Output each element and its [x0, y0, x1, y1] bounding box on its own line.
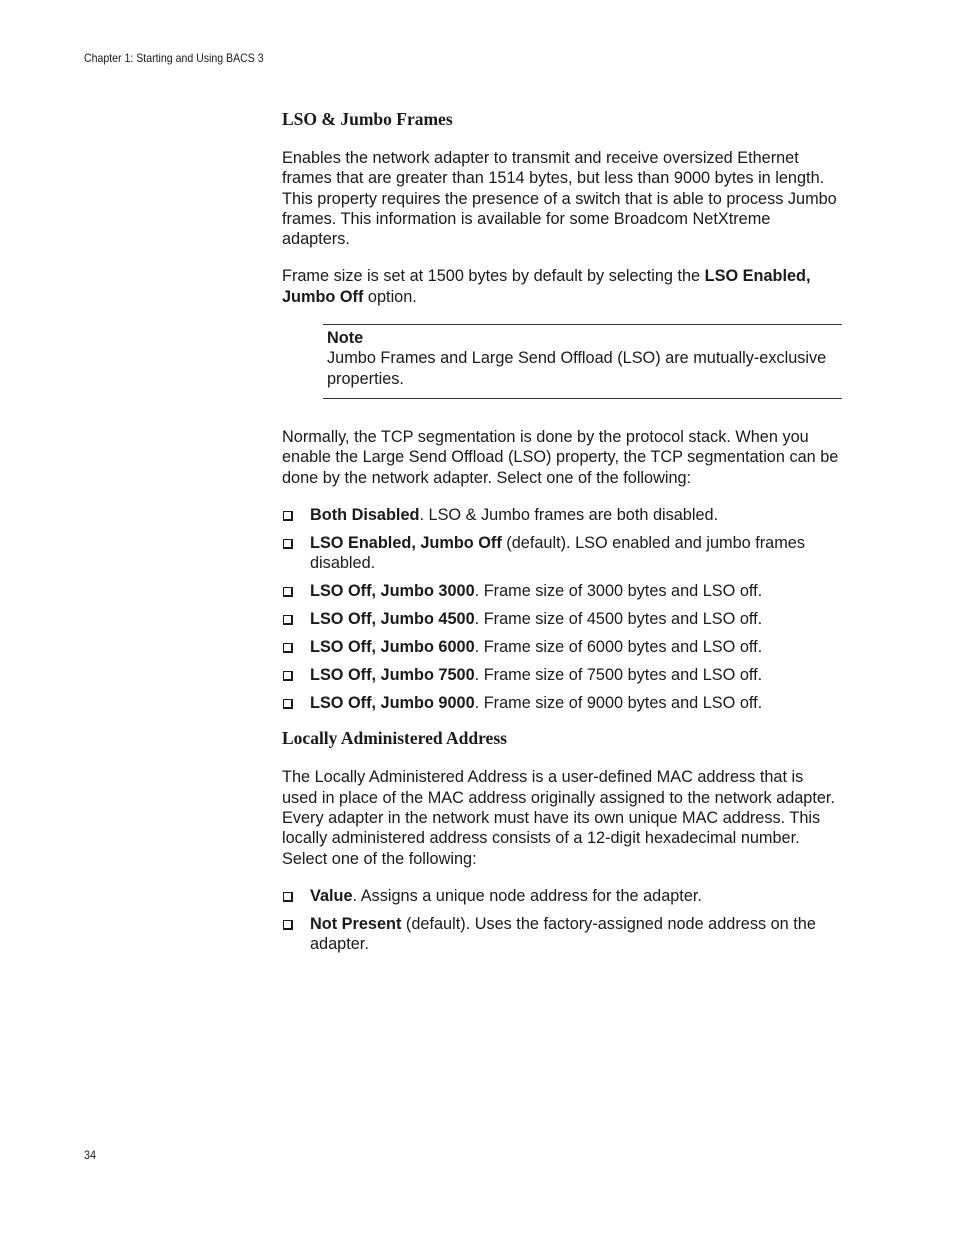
note-text: Jumbo Frames and Large Send Offload (LSO) are mutually-exclusive properties. [327, 349, 827, 388]
lso-default-text-after: option. [363, 287, 417, 306]
option-description: . LSO & Jumbo frames are both disabled. [419, 505, 719, 524]
page-content [282, 108, 842, 968]
option-name: LSO Off, Jumbo 9000 [310, 694, 475, 713]
lso-default-frame-size [282, 266, 842, 307]
running-header: Chapter 1: Starting and Using BACS 3 [84, 51, 264, 65]
option-name: LSO Off, Jumbo 6000 [310, 638, 475, 657]
box-bullet-icon [283, 511, 293, 521]
section-heading-lso: LSO & Jumbo Frames [282, 109, 453, 129]
section-heading-laa: Locally Administered Address [282, 728, 507, 749]
option-name: Both Disabled [310, 505, 420, 524]
laa-description: The Locally Administered Address is a user-defined MAC address that is used in place of the MAC address originally assigned to the network adapter. Every adapter in the network must have its own unique MAC address. This locally administered address consists of a 12-digit hexadecimal number. Select one of the following: [282, 768, 835, 868]
page-number: 34 [84, 1148, 97, 1162]
option-name: LSO Off, Jumbo 3000 [310, 582, 475, 601]
option-description: . Frame size of 9000 bytes and LSO off. [474, 694, 763, 713]
list-item [282, 914, 842, 955]
option-description: . Frame size of 7500 bytes and LSO off. [474, 666, 763, 685]
list-item [282, 609, 842, 629]
list-item [282, 505, 842, 525]
option-description: . Frame size of 6000 bytes and LSO off. [474, 638, 763, 657]
box-bullet-icon [283, 539, 293, 549]
lso-segmentation-description: Normally, the TCP segmentation is done by the protocol stack. When you enable the Large Send Offload (LSO) property, the TCP segmentation can be done by the network adapter. Select one of the following: [282, 427, 839, 487]
list-item [282, 693, 842, 713]
list-item [282, 637, 842, 657]
box-bullet-icon [283, 892, 293, 902]
lso-options-list [282, 505, 842, 714]
lso-description: Enables the network adapter to transmit and receive oversized Ethernet frames that are greater than 1514 bytes, but less than 9000 bytes in length. This property requires the presence of a switch that is able to process Jumbo frames. This information is available for some Broadcom NetXtreme adapters. [282, 149, 837, 249]
option-description: . Frame size of 4500 bytes and LSO off. [474, 610, 763, 629]
option-description: . Assigns a unique node address for the adapter. [352, 886, 702, 905]
list-item [282, 533, 842, 574]
note-title: Note [327, 329, 364, 348]
option-name: LSO Off, Jumbo 7500 [310, 666, 475, 685]
option-name: Not Present [310, 914, 402, 933]
option-description: . Frame size of 3000 bytes and LSO off. [474, 582, 763, 601]
section-laa [282, 727, 842, 954]
box-bullet-icon [283, 699, 293, 709]
note-box [323, 324, 842, 399]
lso-default-text-before: Frame size is set at 1500 bytes by default by selecting the [282, 267, 705, 286]
option-description: (default). Uses the factory-assigned node address on the adapter. [310, 914, 816, 954]
list-item [282, 886, 842, 906]
list-item [282, 665, 842, 685]
box-bullet-icon [283, 615, 293, 625]
option-name: LSO Enabled, Jumbo Off [310, 533, 502, 552]
box-bullet-icon [283, 920, 293, 930]
list-item [282, 581, 842, 601]
lso-default-option-name: LSO Enabled, Jumbo Off [282, 267, 811, 306]
option-name: LSO Off, Jumbo 4500 [310, 610, 475, 629]
option-description: (default). LSO enabled and jumbo frames disabled. [310, 533, 805, 573]
box-bullet-icon [283, 671, 293, 681]
box-bullet-icon [283, 587, 293, 597]
box-bullet-icon [283, 643, 293, 653]
option-name: Value [310, 886, 353, 905]
laa-options-list [282, 886, 842, 955]
